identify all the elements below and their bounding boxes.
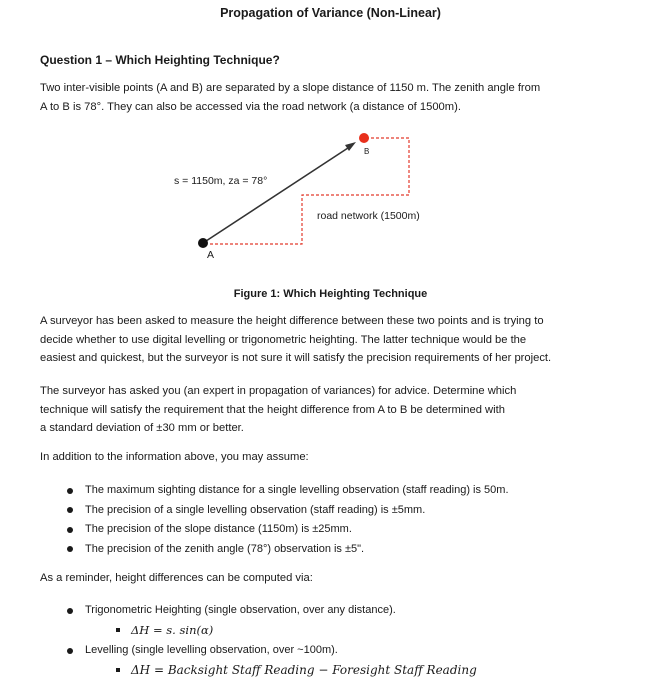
intro-line-2: A to B is 78°. They can also be accessed via the road network (a distance of 1500m). (40, 100, 461, 113)
point-a-label: A (207, 249, 215, 261)
figure-caption: Figure 1: Which Heighting Technique (233, 288, 428, 300)
road-label: road network (1500m) (317, 210, 420, 222)
intro-line-1: Two inter-visible points (A and B) are separated by a slope distance of 1150 m. The zenith angle from (40, 82, 541, 94)
bullet-icon (67, 648, 73, 654)
assumptions-list (85, 481, 509, 559)
list-item: The maximum sighting distance for a single levelling observation (staff reading) is 50m. (85, 481, 509, 501)
paragraph-2 (40, 312, 612, 368)
list-item: Trigonometric Heighting (single observation, over any distance). (85, 601, 477, 621)
bullet-icon (67, 608, 73, 614)
methods-list (85, 601, 477, 681)
square-bullet-icon (116, 628, 120, 632)
para2-line-2: decide whether to use digital levelling or trigonometric heighting. The latter technique would be the (40, 333, 527, 346)
para2-line-3: easiest and quickest, but the surveyor is not sure it will satisfy the precision requirements of her project. (40, 352, 552, 364)
formula-item: ΔH = s. sin(α) (131, 621, 477, 642)
para3-line-3: a standard deviation of ±30 mm or better. (40, 422, 244, 434)
point-b-label: B (364, 147, 370, 156)
list-item: The precision of a single levelling observation (staff reading) is ±5mm. (85, 501, 509, 521)
page-title: Propagation of Variance (Non-Linear) (220, 6, 441, 20)
point-a-marker (198, 238, 208, 248)
para2-line-1: A surveyor has been asked to measure the height difference between these two points and is trying to (40, 315, 544, 327)
bullet-icon (67, 546, 73, 552)
para3-line-1: The surveyor has asked you (an expert in propagation of variances) for advice. Determine which (40, 385, 517, 397)
road-network-path (210, 138, 409, 244)
para3-line-2: technique will satisfy the requirement that the height difference from A to B be determined with (40, 403, 505, 416)
slope-label: s = 1150m, za = 78° (174, 175, 268, 187)
list-item: Levelling (single levelling observation, over ~100m). (85, 641, 477, 661)
assume-intro: In addition to the information above, you may assume: (40, 451, 309, 463)
formula-item: ΔH = Backsight Staff Reading − Foresight Staff Reading (131, 661, 477, 682)
list-item: The precision of the zenith angle (78°) observation is ±5". (85, 540, 509, 560)
bullet-icon (67, 488, 73, 494)
bullet-icon (67, 507, 73, 513)
point-b-marker (359, 133, 369, 143)
list-item: The precision of the slope distance (1150m) is ±25mm. (85, 520, 509, 540)
paragraph-3 (40, 382, 612, 438)
bullet-icon (67, 527, 73, 533)
square-bullet-icon (116, 668, 120, 672)
question-heading: Question 1 – Which Heighting Technique? (40, 53, 280, 67)
reminder-text: As a reminder, height differences can be computed via: (40, 572, 313, 584)
